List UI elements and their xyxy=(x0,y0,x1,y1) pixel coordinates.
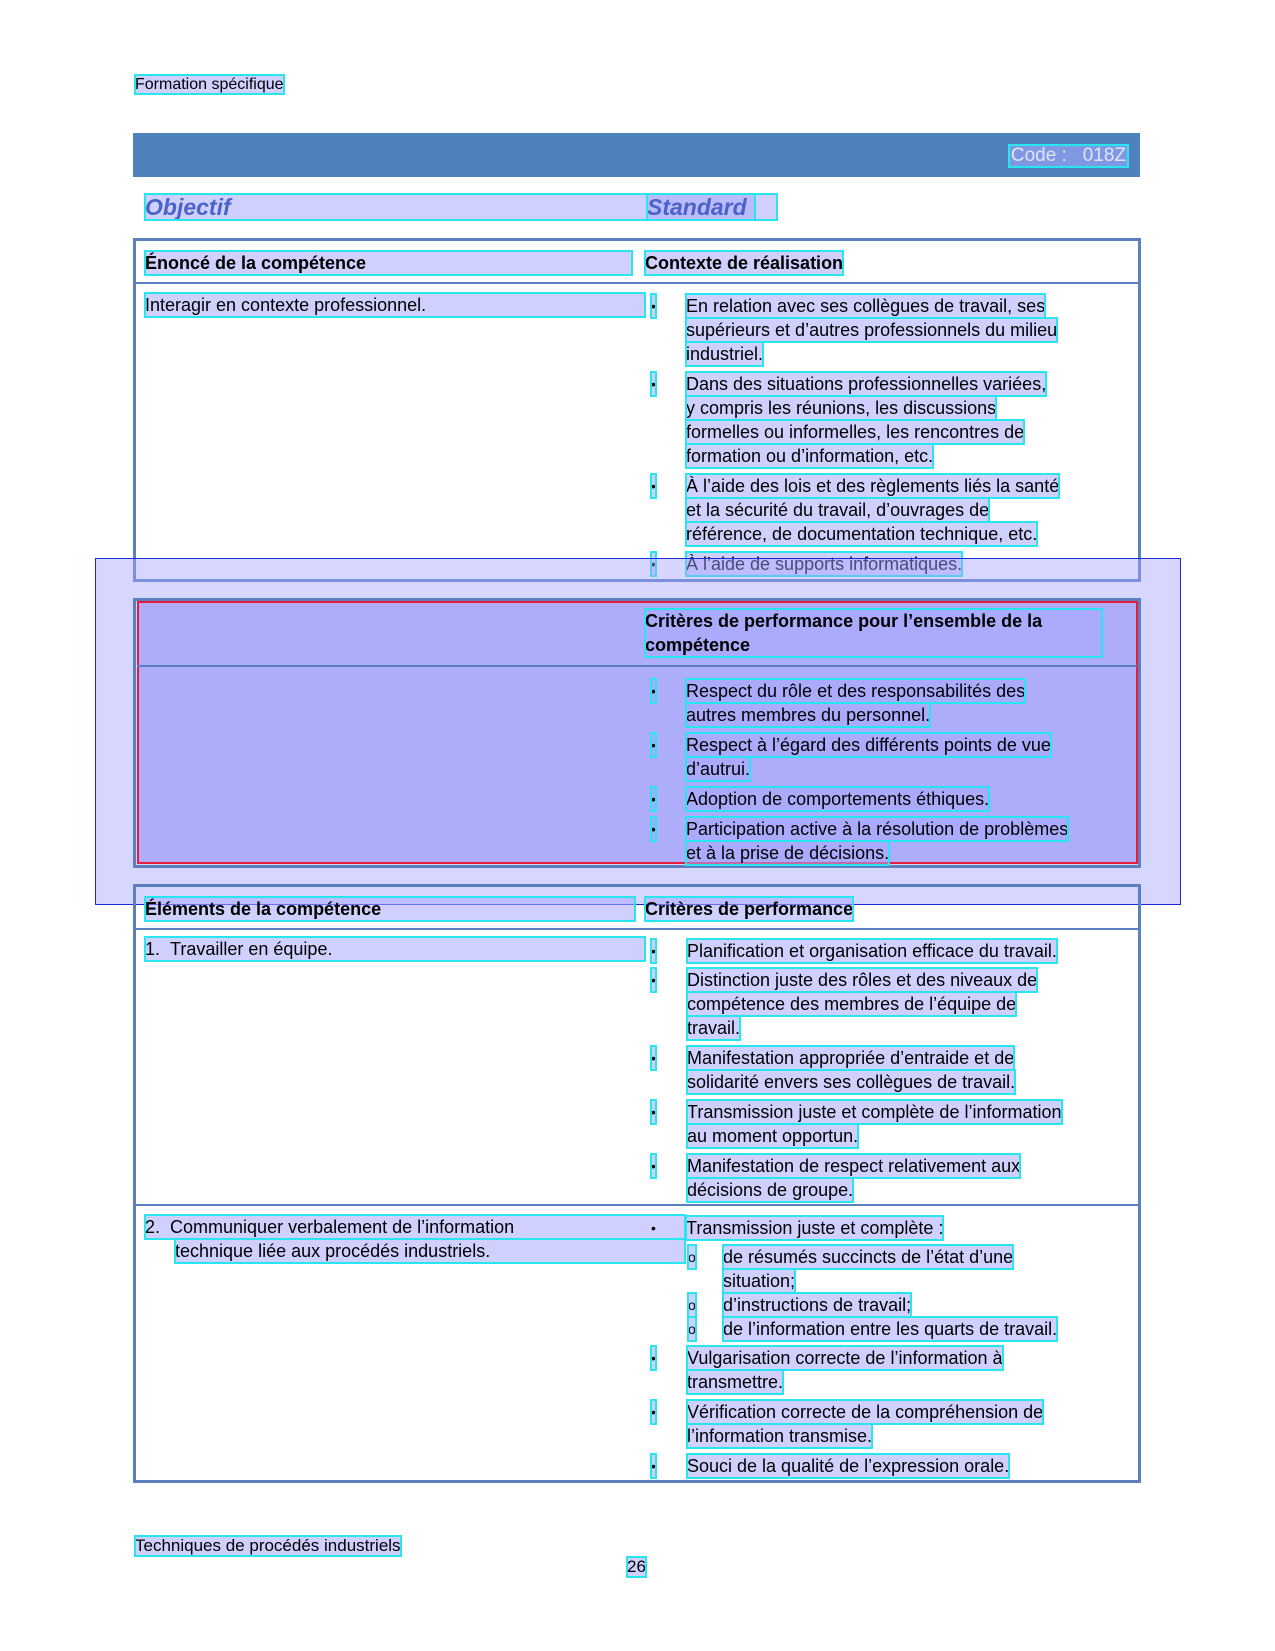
element-2-criterion: Vulgarisation correcte de l’information à xyxy=(687,1348,1003,1368)
overall-criterion: Participation active à la résolution de problèmes xyxy=(686,819,1069,839)
context-item: À l’aide des lois et des règlements liés la santé xyxy=(686,476,1060,496)
element-2-sub-item: de résumés succincts de l’état d’une xyxy=(723,1247,1014,1267)
element-2-criterion: l’information transmise. xyxy=(687,1426,873,1446)
element-2-criterion: Souci de la qualité de l’expression orale. xyxy=(687,1456,1010,1476)
page-number: 26 xyxy=(627,1557,646,1576)
bullet: • xyxy=(651,968,656,992)
bullet: • xyxy=(651,787,656,811)
element-1-criterion: Manifestation de respect relativement aux xyxy=(687,1156,1021,1176)
bullet: • xyxy=(651,1400,656,1424)
context-item: supérieurs et d’autres professionnels du milieu xyxy=(686,320,1058,340)
bullet: • xyxy=(651,1046,656,1070)
bullet: • xyxy=(651,679,656,703)
bullet: • xyxy=(651,817,656,841)
bullet: • xyxy=(651,733,656,757)
competence-statement-header: Énoncé de la compétence xyxy=(145,251,632,275)
element-1-criterion: Planification et organisation efficace du travail. xyxy=(687,941,1057,961)
element-2-sub-item: situation; xyxy=(723,1271,796,1291)
context-item: En relation avec ses collègues de travail, ses xyxy=(686,296,1046,316)
context-header: Contexte de réalisation xyxy=(645,253,844,273)
element-1-criterion: Manifestation appropriée d’entraide et de xyxy=(687,1048,1015,1068)
context-item: À l’aide de supports informatiques. xyxy=(686,554,963,574)
table-divider xyxy=(135,1204,1139,1206)
bullet: • xyxy=(651,552,656,576)
element-2-criterion-first: Transmission juste et complète : xyxy=(686,1218,944,1238)
bullet: • xyxy=(651,294,656,318)
overall-criterion: Adoption de comportements éthiques. xyxy=(686,789,990,809)
bullet: • xyxy=(651,474,656,498)
overall-criterion: d’autrui. xyxy=(686,759,751,779)
element-2-line-2: technique liée aux procédés industriels. xyxy=(175,1239,685,1263)
element-1-criterion: décisions de groupe. xyxy=(687,1180,854,1200)
bullet: • xyxy=(651,939,656,963)
element-2-sub-item: de l’information entre les quarts de travail. xyxy=(723,1319,1058,1339)
table-divider xyxy=(135,282,1139,284)
competence-statement: Interagir en contexte professionnel. xyxy=(145,293,645,317)
elements-header: Éléments de la compétence xyxy=(145,897,635,921)
context-item: formelles ou informelles, les rencontres de xyxy=(686,422,1025,442)
element-2-line-1: 2. Communiquer verbalement de l’information xyxy=(145,1215,685,1239)
element-1-criterion: Transmission juste et complète de l’information xyxy=(687,1102,1062,1122)
table-divider xyxy=(135,928,1139,930)
element-2-criterion: transmettre. xyxy=(687,1372,784,1392)
bullet: • xyxy=(651,1220,656,1236)
code-bar xyxy=(133,133,1140,177)
bullet: • xyxy=(651,372,656,396)
code-label: Code : 018Z xyxy=(1010,145,1126,166)
overall-criterion: Respect à l’égard des différents points de vue xyxy=(686,735,1051,755)
context-item: Dans des situations professionnelles variées, xyxy=(686,374,1047,394)
performance-header: Critères de performance xyxy=(645,899,854,919)
overall-criterion: et à la prise de décisions. xyxy=(686,843,890,863)
element-1: 1. Travailler en équipe. xyxy=(145,937,645,961)
overall-criterion: autres membres du personnel. xyxy=(686,705,931,725)
overall-criterion: Respect du rôle et des responsabilités des xyxy=(686,681,1026,701)
element-1-criterion: travail. xyxy=(687,1018,741,1038)
element-2-criterion: Vérification correcte de la compréhension de xyxy=(687,1402,1044,1422)
overall-criteria-header: Critères de performance pour l’ensemble de la compétence xyxy=(645,609,1102,657)
section-standard: Standard xyxy=(647,194,755,220)
context-item: y compris les réunions, les discussions xyxy=(686,398,997,418)
bullet: o xyxy=(688,1293,696,1317)
bullet: • xyxy=(651,1154,656,1178)
bullet: • xyxy=(651,1346,656,1370)
bullet: o xyxy=(688,1317,696,1341)
bullet: • xyxy=(651,1100,656,1124)
code-value: 018Z xyxy=(1082,145,1126,166)
section-objectif: Objectif xyxy=(145,194,777,220)
bullet: • xyxy=(651,1454,656,1478)
element-2-sub-item: d’instructions de travail; xyxy=(723,1295,912,1315)
table-divider xyxy=(137,665,1137,667)
element-1-criterion: solidarité envers ses collègues de travail. xyxy=(687,1072,1016,1092)
context-item: référence, de documentation technique, etc. xyxy=(686,524,1038,544)
document-header: Formation spécifique xyxy=(135,76,284,93)
context-item: formation ou d’information, etc. xyxy=(686,446,934,466)
element-1-criterion: compétence des membres de l’équipe de xyxy=(687,994,1017,1014)
context-item: et la sécurité du travail, d’ouvrages de xyxy=(686,500,990,520)
element-1-criterion: Distinction juste des rôles et des niveaux de xyxy=(687,970,1038,990)
context-item: industriel. xyxy=(686,344,764,364)
bullet: o xyxy=(688,1245,696,1269)
footer-program: Techniques de procédés industriels xyxy=(135,1536,401,1555)
element-1-criterion: au moment opportun. xyxy=(687,1126,859,1146)
